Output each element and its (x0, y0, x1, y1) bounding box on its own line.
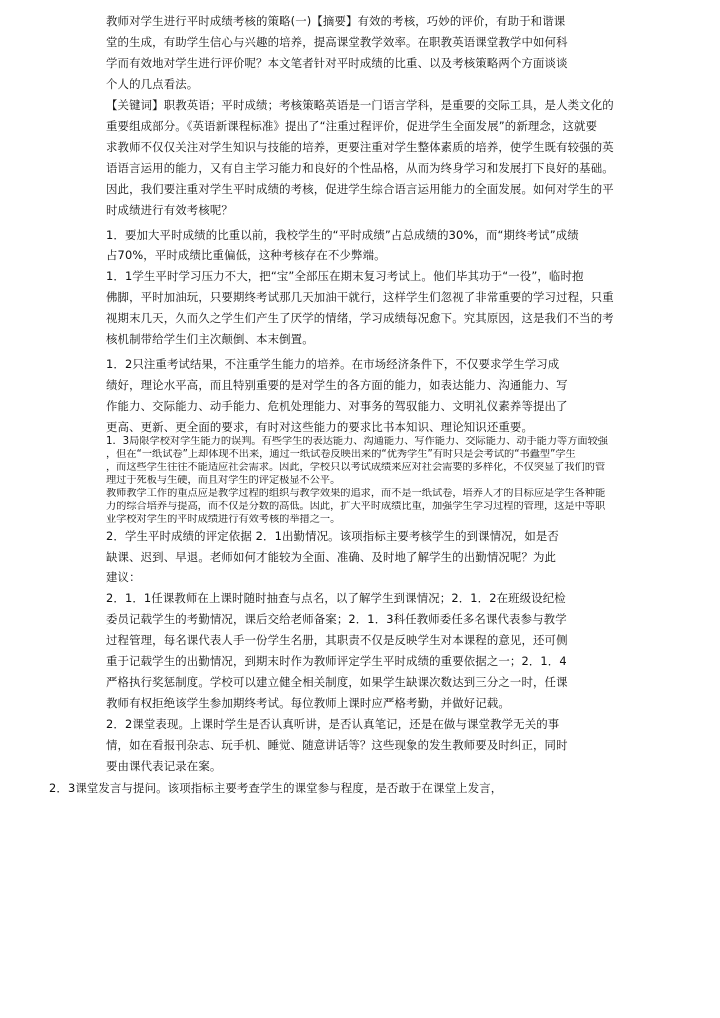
dense-text-line: 理过于死板与生硬，而且对学生的评定极显不公平。 (106, 475, 341, 486)
text-line: 1．要加大平时成绩的比重以前，我校学生的“平时成绩”占总成绩的30%，而“期终考试”成绩 (106, 228, 579, 242)
dense-text-line: 力的综合培养与提高，而不仅是分数的高低。因此，扩大平时成绩比重，加强学生学习过程的管理，这是中等职 (106, 501, 606, 512)
text-line: 过程管理，每名课代表人手一份学生名册，其职责不仅是反映学生对本课程的意见，还可侧 (106, 633, 568, 647)
text-line: 重要组成部分。《英语新课程标准》提出了“注重过程评价，促进学生全面发展”的新理念，这就要 (106, 119, 598, 133)
text-line: 时成绩进行有效考核呢？ (106, 203, 233, 217)
text-line: 建议： (106, 570, 141, 584)
text-line: 更高、更新、更全面的要求，有时对这些能力的要求比书本知识、理论知识还重要。 (106, 420, 534, 434)
dense-text-line: ，而这些学生往往不能适应社会需求。因此，学校只以考试成绩来应对社会需要的多样化，不仅突显了我们的管 (106, 462, 606, 473)
dense-text-line: 业学校对学生的平时成绩进行有效考核的举措之一。 (106, 514, 341, 525)
text-line: 个人的几点看法。 (106, 77, 199, 91)
text-line: 2．2课堂表现。上课时学生是否认真听讲，是否认真笔记，还是在做与课堂教学无关的事 (106, 717, 560, 731)
text-line: 教师有权拒绝该学生参加期终考试。每位教师上课时应严格考勤，并做好记载。 (106, 696, 510, 710)
text-line: 教师对学生进行平时成绩考核的策略(一)【摘要】有效的考核，巧妙的评价，有助于和谐课 (106, 14, 566, 28)
text-line: 缺课、迟到、早退。老师如何才能较为全面、准确、及时地了解学生的出勤情况呢？为此 (106, 550, 557, 564)
text-line: 因此，我们要注重对学生平时成绩的考核，促进学生综合语言运用能力的全面发展。如何对学生的平 (106, 182, 614, 196)
text-line: 1．1学生平时学习压力不大，把“宝”全部压在期末复习考试上。他们毕其功于“一役”，临时抱 (106, 269, 584, 283)
text-line: 2．3课堂发言与提问。该项指标主要考查学生的课堂参与程度，是否敢于在课堂上发言， (49, 781, 503, 795)
keywords-line: 【关键词】职教英语；平时成绩；考核策略英语是一门语言学科，是重要的交际工具，是人类文化的 (106, 98, 614, 112)
text-line: 委员记载学生的考勤情况，课后交给老师备案；2．1．3科任教师委任多名课代表参与教学 (106, 612, 567, 626)
text-line: 占70%，平时成绩比重偏低，这种考核存在不少弊端。 (106, 248, 386, 262)
text-line: 求教师不仅仅关注对学生知识与技能的培养，更要注重对学生整体素质的培养，使学生既有较强的英 (106, 140, 614, 154)
text-line: 学而有效地对学生进行评价呢？本文笔者针对平时成绩的比重、以及考核策略两个方面谈谈 (106, 56, 568, 70)
text-line: 堂的生成，有助学生信心与兴趣的培养，提高课堂教学效率。在职教英语课堂教学中如何科 (106, 35, 568, 49)
dense-text-line: 教师教学工作的重点应是教学过程的组织与教学效果的追求，而不是一纸试卷，培养人才的目标应是学生各种能 (106, 488, 606, 499)
text-line: 1．2只注重考试结果，不注重学生能力的培养。在市场经济条件下，不仅要求学生学习成 (106, 357, 560, 371)
dense-text-line: 1．3局限学校对学生能力的误判。有些学生的表达能力、沟通能力、写作能力、交际能力、动手能力等方面较强 (106, 436, 608, 447)
text-line: 核机制带给学生们主次颠倒、本末倒置。 (106, 332, 314, 346)
text-line: 视期末几天，久而久之学生们产生了厌学的情绪，学习成绩每况愈下。究其原因，这是我们不当的考 (106, 311, 614, 325)
text-line: 绩好，理论水平高，而且特别重要的是对学生的各方面的能力，如表达能力、沟通能力、写 (106, 378, 568, 392)
text-line: 语语言运用的能力，又有自主学习能力和良好的个性品格，从而为终身学习和发展打下良好的基础。 (106, 161, 614, 175)
text-line: 佛脚，平时加油玩，只要期终考试那几天加油干就行，这样学生们忽视了非常重要的学习过程，只重 (106, 290, 614, 304)
text-line: 2．学生平时成绩的评定依据 2．1出勤情况。该项指标主要考核学生的到课情况，如是否 (106, 529, 559, 543)
text-line: 严格执行奖惩制度。学校可以建立健全相关制度，如果学生缺课次数达到三分之一时，任课 (106, 675, 568, 689)
text-line: 2．1．1任课教师在上课时随时抽查与点名，以了解学生到课情况；2．1．2在班级设纪检 (106, 591, 566, 605)
text-line: 情，如在看报刊杂志、玩手机、睡觉、随意讲话等？这些现象的发生教师要及时纠正，同时 (106, 738, 568, 752)
text-line: 要由课代表记录在案。 (106, 759, 222, 773)
text-line: 重于记载学生的出勤情况，到期末时作为教师评定学生平时成绩的重要依据之一；2．1．4 (106, 654, 567, 668)
dense-text-line: ，但在“一纸试卷”上却体现不出来，通过一纸试卷反映出来的“优秀学生”有时只是会考试的“书蠹型”学生 (106, 449, 576, 460)
text-line: 作能力、交际能力、动手能力、危机处理能力、对事务的驾驭能力、文明礼仪素养等提出了 (106, 399, 568, 413)
